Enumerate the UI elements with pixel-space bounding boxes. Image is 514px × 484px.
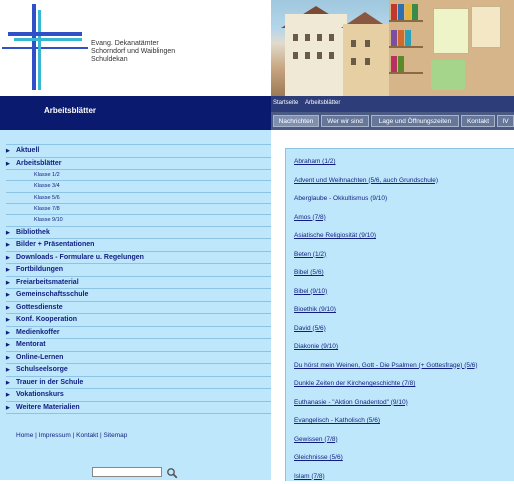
arrow-right-icon: ▶ [6, 317, 10, 323]
window-shape [317, 52, 322, 59]
window-shape [365, 40, 370, 47]
arrow-right-icon: ▶ [6, 342, 10, 348]
sidebar-item[interactable] [6, 226, 271, 238]
window-shape [329, 52, 334, 59]
worksheet-link[interactable]: Euthanasie - "Aktion Gnadentod" (9/10) [294, 398, 408, 406]
worksheet-link[interactable]: Islam (7/8) [294, 472, 325, 480]
header-photo-buildings [271, 0, 389, 96]
sidebar-subitem[interactable] [6, 169, 271, 180]
worksheet-link[interactable]: Advent und Weihnachten (5/6, auch Grundschule) [294, 176, 439, 184]
sidebar-item-label: Gottesdienste [16, 303, 63, 311]
window-shape [329, 34, 334, 41]
sidebar-item[interactable] [6, 238, 271, 250]
sidebar-item-label: Freiarbeitsmaterial [16, 278, 79, 286]
window-shape [293, 34, 298, 41]
sidebar-item-label: Downloads - Formulare u. Regelungen [16, 253, 144, 261]
sidebar-item[interactable] [6, 313, 271, 325]
sidebar-item-label: Schulseelsorge [16, 366, 68, 373]
footer-separator: | [72, 432, 75, 439]
sidebar-item-label: Aktuell [16, 147, 40, 154]
footer-separator: | [100, 432, 102, 439]
arrow-right-icon: ▶ [6, 354, 10, 361]
window-shape [305, 52, 310, 59]
header-photo-bookshelf [389, 0, 514, 96]
sidebar-item-label: Bilder + Präsentationen [16, 241, 95, 248]
org-line: Evang. Dekanatämter [91, 40, 159, 47]
worksheet-link[interactable]: Bioethik (9/10) [294, 306, 336, 313]
tab-lage-und-oeffnungszeiten[interactable]: Lage und Öffnungszeiten [371, 115, 459, 127]
arrow-right-icon: ▶ [6, 329, 10, 336]
worksheet-link[interactable]: Dunkle Zeiten der Kirchengeschichte (7/8) [294, 380, 416, 387]
sidebar-item[interactable] [6, 251, 271, 263]
tab-wer-wir-sind[interactable]: Wer wir sind [321, 115, 369, 127]
sidebar-item[interactable] [6, 351, 271, 363]
footer-separator: | [35, 432, 37, 439]
cross-logo-horizontal [8, 32, 82, 36]
arrow-right-icon: ▶ [6, 254, 10, 261]
sidebar-item[interactable] [6, 157, 271, 169]
sidebar-item-label: Vokationskurs [16, 391, 64, 398]
arrow-right-icon: ▶ [6, 292, 10, 298]
tab-more[interactable]: IV [497, 115, 514, 127]
arrow-right-icon: ▶ [6, 160, 10, 167]
worksheet-link[interactable]: Amos (7/8) [294, 213, 326, 221]
worksheet-link[interactable]: Abraham (1/2) [294, 158, 336, 165]
window-shape [293, 52, 298, 59]
footer-link-kontakt[interactable]: Kontakt [76, 432, 99, 439]
window-shape [365, 58, 370, 65]
arrow-right-icon: ▶ [6, 367, 10, 373]
breadcrumb-current[interactable]: Arbeitsblätter [305, 100, 341, 106]
shelf-shape [389, 20, 423, 22]
sidebar-item[interactable] [6, 338, 271, 350]
sidebar-item[interactable] [6, 288, 271, 300]
book-shape [391, 4, 397, 20]
sidebar-subitem[interactable] [6, 192, 271, 203]
sidebar-item-label: Bibliothek [16, 228, 50, 236]
shelf-shape [389, 46, 423, 48]
sidebar-item-label: Gemeinschaftsschule [16, 291, 89, 298]
sidebar-item-label: Klasse 1/2 [34, 172, 60, 178]
window-shape [317, 34, 322, 41]
organization-name [91, 40, 175, 64]
breadcrumb [271, 96, 514, 112]
sidebar-subitem[interactable] [6, 214, 271, 225]
poster-shape [471, 6, 501, 48]
arrow-right-icon: ▶ [6, 148, 10, 154]
sidebar-subitem[interactable] [6, 180, 271, 191]
sidebar-item[interactable] [6, 326, 271, 338]
sidebar-item-label: Trauer in der Schule [16, 378, 84, 386]
sidebar-item-label: Klasse 7/8 [34, 205, 60, 212]
book-shape [405, 4, 411, 20]
sidebar-item[interactable] [6, 301, 271, 313]
window-shape [351, 40, 356, 47]
sidebar-item-label: Arbeitsblätter [16, 159, 62, 167]
search-icon [166, 467, 178, 479]
worksheet-link[interactable]: Du hörst mein Weinen, Gott - Die Psalmen (+ Gottesfrage) (5/6) [294, 361, 478, 369]
window-shape [351, 58, 356, 65]
arrow-right-icon: ▶ [6, 404, 10, 411]
sidebar [0, 130, 271, 480]
book-shape [398, 56, 404, 72]
book-shape [391, 56, 397, 72]
sidebar-subitem[interactable] [6, 203, 271, 214]
content-list [285, 148, 514, 481]
sidebar-item[interactable] [6, 144, 271, 156]
sidebar-item-label: Mentorat [16, 341, 46, 348]
tab-nachrichten[interactable]: Nachrichten [273, 115, 319, 127]
footer-link-impressum[interactable]: Impressum [38, 432, 71, 439]
book-shape [398, 4, 404, 20]
arrow-right-icon: ▶ [6, 267, 10, 273]
footer-links [16, 432, 127, 439]
shelf-shape [389, 72, 423, 74]
search-input[interactable] [92, 467, 162, 477]
sidebar-item-label: Medienkoffer [16, 328, 60, 336]
sidebar-item-label: Weitere Materialien [16, 403, 80, 411]
worksheet-link[interactable]: Bibel (9/10) [294, 287, 328, 295]
page-title: Arbeitsblätter [44, 106, 97, 115]
book-shape [391, 30, 397, 46]
worksheet-link[interactable]: Gewissen (7/8) [294, 435, 338, 443]
worksheet-link[interactable]: Bibel (5/6) [294, 269, 324, 276]
cross-logo-vertical [32, 4, 36, 90]
arrow-right-icon: ▶ [6, 379, 10, 386]
book-shape [412, 4, 418, 20]
worksheet-link[interactable]: Asiatische Religiosität (9/10) [294, 232, 377, 239]
book-shape [398, 30, 404, 46]
cross-logo-vertical-accent [38, 10, 41, 90]
footer-link-sitemap[interactable]: Sitemap [103, 432, 128, 439]
sidebar-item[interactable] [6, 276, 271, 288]
footer-link-home[interactable]: Home [16, 432, 34, 439]
worksheet-link[interactable]: Aberglaube - Okkultismus (9/10) [294, 195, 388, 202]
sidebar-item[interactable] [6, 376, 271, 388]
worksheet-link[interactable]: Diakonie (9/10) [294, 343, 339, 350]
sidebar-item-label: Fortbildungen [16, 266, 64, 273]
sidebar-divider [6, 413, 271, 414]
page-title-bar [0, 96, 271, 130]
poster-shape [433, 8, 469, 54]
sidebar-item[interactable] [6, 363, 271, 375]
tab-kontakt[interactable]: Kontakt [461, 115, 495, 127]
sidebar-item-label: Online-Lernen [16, 353, 64, 361]
worksheet-link[interactable]: David (5/6) [294, 324, 326, 332]
sidebar-item-label: Konf. Kooperation [16, 316, 78, 323]
sidebar-item[interactable] [6, 388, 271, 400]
org-line: Schuldekan [91, 56, 128, 63]
arrow-right-icon: ▶ [6, 304, 10, 311]
arrow-right-icon: ▶ [6, 229, 10, 236]
sidebar-item[interactable] [6, 263, 271, 275]
search-button[interactable] [166, 466, 178, 478]
worksheet-link[interactable]: Beten (1/2) [294, 250, 327, 258]
sidebar-item-label: Klasse 9/10 [34, 217, 63, 224]
worksheet-link[interactable]: Gleichnisse (5/6) [294, 454, 343, 461]
window-shape [305, 34, 310, 41]
arrow-right-icon: ▶ [6, 392, 10, 398]
worksheet-link[interactable]: Evangelisch - Katholisch (5/6) [294, 417, 380, 424]
sidebar-item-label: Klasse 3/4 [34, 183, 60, 190]
arrow-right-icon: ▶ [6, 279, 10, 286]
sidebar-item-label: Klasse 5/6 [34, 194, 60, 201]
breadcrumb-home[interactable]: Startseite [273, 100, 299, 106]
book-shape [405, 30, 411, 46]
logo-area [0, 0, 271, 96]
top-navigation [271, 112, 514, 130]
arrow-right-icon: ▶ [6, 242, 10, 248]
poster-shape [431, 60, 465, 90]
sidebar-item[interactable] [6, 401, 271, 413]
cross-logo-horizontal-accent [14, 38, 82, 41]
org-line: Schorndorf und Waiblingen [91, 48, 176, 55]
cross-logo-bar [2, 47, 88, 49]
